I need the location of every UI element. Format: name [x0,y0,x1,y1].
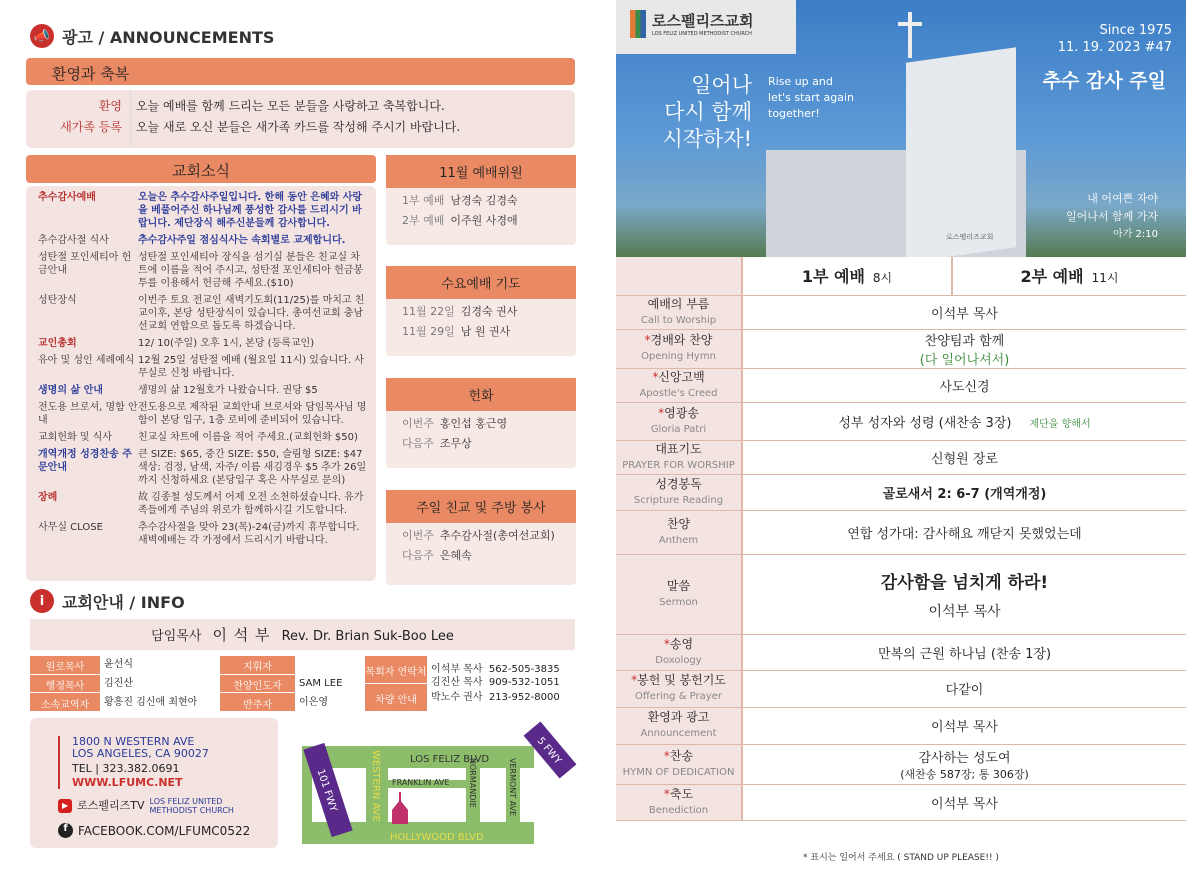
standing-star: * [663,748,670,763]
staff-name: 박노수 권사 213-952-8000 [431,692,560,703]
standing-star: * [658,405,665,420]
order-item-en: Anthem [658,534,699,546]
order-item-main: 이석부 목사 [931,796,998,812]
staff-name: SAM LEE [299,678,343,689]
news-text: 오늘은 추수감사주일입니다. 한해 동안 은혜와 사랑을 베풀어주신 하나님께 풍성한 감사를 드리시기 바랍니다. 제단장식 해주신분들께 감사합니다. [138,192,363,229]
side-box-value: 남경숙 김경숙 [450,194,518,207]
news-item [38,401,368,427]
contact-card [30,718,278,848]
order-item-value [742,554,1186,634]
slogan-line1: 일어나 [691,73,752,97]
location-map [298,718,578,850]
church-tower [906,47,1016,257]
info-title: 교회안내 / INFO [62,592,185,612]
side-box-line [386,188,576,208]
order-item-kr: 찬송 [669,748,694,763]
worship-order-table [616,257,1186,821]
side-box-line [386,523,576,543]
order-item-value [742,474,1186,510]
news-item [38,234,368,247]
side-box-value: 조무상 [439,437,472,450]
staff-role: 찬양인도자 [220,675,295,693]
verse-line1: 내 어여쁜 자야 [1087,192,1158,205]
building-sign: 로스펠리즈교회 [946,233,994,241]
address-line2: LOS ANGELES, CA 90027 [72,747,209,760]
news-text: 12/ 10(주일) 오후 1시, 본당 (등록교인) [138,338,315,349]
order-item-main: 찬양팀과 함께 [924,333,1005,349]
side-box-line [386,543,576,563]
blvd1-label: LOS FELIZ BLVD [410,754,490,765]
order-item-main: 성부 성자와 성령 (새찬송 3장) [838,415,1012,431]
normandie-label: NORMANDIE [468,758,477,808]
side-box-key: 11월 29일 [402,325,455,338]
staff-role: 차량 안내 [365,684,427,711]
order-item-kr: 축도 [669,786,694,801]
order-item-kr: 신앙고백 [658,369,705,384]
vermont-label: VERMONT AVE [508,758,517,817]
website-link[interactable]: WWW.LFUMC.NET [72,776,183,789]
news-text: 친교실 차트에 이름을 적어 주세요.(교회헌화 $50) [138,432,358,443]
side-box-key: 다음주 [402,437,434,450]
announcements-header [30,24,274,48]
order-item-value [742,368,1186,402]
side-box-line [386,431,576,451]
bulletin-date: 11. 19. 2023 #47 [1057,40,1172,55]
order-item-main: 이석부 목사 [931,306,998,322]
slogan-en2: let's start again [768,91,854,104]
side-box-key: 이번주 [402,417,434,430]
franklin-label: FRANKLIN AVE [392,778,450,787]
order-item-main: 만복의 근원 하나님 (찬송 1장) [877,646,1052,662]
news-item [38,384,368,397]
side-box-title: 헌화 [386,378,576,411]
side-box-value: 홍인섭 홍근영 [439,417,508,430]
side-box [386,378,576,468]
order-item-kr: 예배의 부름 [647,296,710,311]
side-box-key: 11월 22일 [402,305,455,318]
side-box-title: 수요예배 기도 [386,266,576,299]
news-label: 유아 및 성인 세례예식 [38,355,135,366]
side-box-key: 2부 예배 [402,214,445,227]
order-item-note: 제단을 향해서 [1029,418,1091,430]
order-item-en: Apostle's Creed [639,387,718,399]
sunday-theme: 추수 감사 주일 [1042,70,1166,92]
staff-role: 지휘자 [220,656,295,674]
order-item-en: Benediction [648,804,709,816]
order-item-en: PRAYER FOR WORSHIP [622,459,735,471]
yt-sub1: LOS FELIZ UNITED [149,797,223,806]
order-item-value [742,670,1186,707]
order-item-kr: 대표기도 [655,441,702,456]
news-text: 故 김종철 성도께서 어제 오전 소천하셨습니다. 유가족들에게 주님의 위로가 함께하시길 기도합니다. [138,492,364,516]
announcements-title: 광고 / ANNOUNCEMENTS [62,27,275,47]
news-item [38,491,368,517]
order-item-kr: 봉헌 및 봉헌기도 [637,673,726,687]
side-box-title: 11월 예배위원 [386,155,576,188]
news-label: 생명의 삶 안내 [38,385,103,396]
order-item-kr: 환영과 광고 [647,710,710,724]
side-box-line [386,299,576,319]
verse-line2: 일어나서 함께 가자 [1065,210,1158,223]
news-text: 생명의 삶 12월호가 나왔습니다. 권당 $5 [138,385,318,396]
service-2-header [952,257,1186,295]
church-logo [616,0,796,54]
order-item-label [616,554,742,634]
standing-footnote: * 표시는 일어서 주세요 ( STAND UP PLEASE!! ) [803,853,999,863]
staff-role: 목회자 연락처 [365,656,427,683]
verse-ref: 아가 2:10 [1113,229,1158,240]
staff-name: 황흥진 김신애 최현아 [104,696,198,708]
standing-star: * [663,786,670,801]
side-box-line [386,411,576,431]
news-item [38,191,368,230]
staff-name: 이은영 [299,696,328,708]
western-label: WESTERN AVE [370,750,381,822]
slogan-en3: together! [768,107,820,120]
welcome-bar: 환영과 축복 [26,58,575,85]
order-item-en: Doxology [655,654,702,666]
order-item-en: Sermon [659,596,698,608]
service-1-name: 1부 예배 [801,267,865,287]
order-item-kr: 찬양 [666,516,691,531]
news-text: 큰 SIZE: $65, 중간 SIZE: $50, 슬림형 SIZE: $47 색상: 검정, 남색, 자주/ 이름 새김경우 $5 추가 26일까지 신청하세요 (본당입구 혹은 사무실로 문의) [138,449,367,486]
order-item-value [742,744,1186,784]
cross-icon [908,12,912,58]
welcome-text: 오늘 예배를 함께 드리는 모든 분들을 사랑하고 축복합니다. [136,99,445,113]
church-marker-icon [392,792,408,824]
facebook-icon: f [58,823,73,838]
order-item-main: 신형원 장로 [931,451,998,467]
order-item-label [616,634,742,670]
order-item-value [742,402,1186,440]
standing-star: * [631,673,638,687]
table-corner [616,257,742,295]
staff-table [30,656,575,712]
order-item-label [616,402,742,440]
order-item-kr: 송영 [669,636,694,651]
youtube-name[interactable]: 로스펠리즈TV [77,799,145,812]
side-box-value: 이주원 사경애 [450,214,518,227]
order-item-en: Scripture Reading [633,494,724,506]
news-text: 추수감사주일 점심식사는 속회별로 교제합니다. [138,235,346,246]
order-item-main: 감사하는 성도여 [918,750,1011,766]
fwy-101-label: 101 FWY [314,767,339,814]
side-box-title: 주일 친교 및 주방 봉사 [386,490,576,523]
order-item-value [742,510,1186,554]
side-box-value: 남 원 권사 [460,325,511,338]
order-item-label [616,368,742,402]
order-item-en: Offering & Prayer [635,691,722,702]
pastor-en: Rev. Dr. Brian Suk-Boo Lee [281,629,454,644]
order-item-main: 사도신경 [939,379,990,395]
news-item [38,448,368,487]
side-box-line [386,319,576,339]
service-1-time: 8시 [872,271,893,286]
fwy-5-label: 5 FWY [534,735,564,767]
staff-role: 반주자 [220,693,295,711]
order-item-kr: 말씀 [666,578,691,593]
news-label: 교회헌화 및 식사 [38,432,112,443]
side-box [386,490,576,585]
standing-star: * [663,636,670,651]
pastor-kr: 이 석 부 [212,626,271,644]
staff-role: 행정목사 [30,675,100,693]
info-icon: i [30,589,54,613]
news-label: 성탄절 포인세티아 헌금안내 [38,252,132,276]
standing-star: * [652,369,659,384]
info-header [30,589,185,613]
newfamily-label: 새가족 등록 [60,120,122,134]
welcome-box [26,90,575,148]
order-item-label [616,474,742,510]
side-box-key: 1부 예배 [402,194,445,207]
blvd2-label: HOLLYWOOD BLVD [390,832,484,843]
news-label: 교인총회 [38,338,77,349]
order-item-main: 연합 성가대: 감사해요 깨닫지 못했었는데 [847,526,1082,542]
order-item-en: Announcement [640,728,717,739]
order-item-value [742,329,1186,368]
order-item-en: HYMN OF DEDICATION [622,766,735,778]
order-item-value [742,634,1186,670]
cover-photo [616,0,1186,257]
phone: TEL | 323.382.0691 [72,762,180,775]
news-item [38,354,368,380]
service-2-time: 11시 [1091,271,1119,286]
staff-name: 이석부 목사 562-505-3835 김진산 목사 909-532-1051 [431,664,560,688]
news-label: 개역개정 성경찬송 주문안내 [38,449,132,473]
newfamily-text: 오늘 새로 오신 분들은 새가족 카드를 작성해 주시기 바랍니다. [136,120,461,134]
news-text: 성탄절 포인세티아 장식을 섬기실 분들은 친교실 차트에 이름을 적어 주시고, 성탄절 포인세티아 헌금봉투를 이용해서 헌금해 주세요.($10) [138,252,364,289]
service-2-name: 2부 예배 [1020,267,1084,287]
facebook-link[interactable]: FACEBOOK.COM/LFUMC0522 [78,823,251,838]
service-1-header [742,257,952,295]
news-text: 추수감사절을 맞아 23(목)-24(금)까지 휴무합니다. 새벽예배는 각 가정에서 드리시기 바랍니다. [138,522,360,546]
news-label: 전도용 브로셔, 명함 안내 [38,402,138,426]
order-item-label [616,707,742,744]
order-item-label [616,744,742,784]
news-text: 이번주 토요 전교인 새벽기도회(11/25)를 마치고 친교이후, 본당 성탄장식이 있습니다. 총여선교회 충남선교회 연합으로 돕도록 하겠습니다. [138,295,365,332]
side-box-line [386,208,576,228]
staff-name: 윤선식 [104,659,133,671]
order-item-kr: 경배와 찬양 [650,333,713,347]
order-item-label [616,784,742,820]
side-box [386,266,576,356]
youtube-icon: ▶ [58,799,72,813]
slogan-en1: Rise up and [768,75,833,88]
order-item-label [616,670,742,707]
news-item [38,251,368,290]
order-item-sub: (다 일어나셔서) [919,352,1010,368]
order-item-label [616,440,742,474]
news-label: 추수감사예배 [38,192,96,203]
address-line1: 1800 N WESTERN AVE [72,735,195,748]
side-box [386,155,576,245]
logo-en: LOS FELIZ UNITED METHODIST CHURCH [652,31,752,37]
logo-mark-icon [630,10,646,38]
news-text: 12월 25일 성탄절 예배 (월요일 11시) 있습니다. 사무실로 신청 바랍니다. [138,355,364,379]
news-label: 추수감사절 식사 [38,235,109,246]
order-item-label [616,510,742,554]
news-list [26,186,376,581]
order-item-value [742,295,1186,329]
order-item-en: Opening Hymn [641,351,716,362]
staff-name: 김진산 [104,678,133,689]
side-box-value: 은혜속 [439,549,472,562]
news-label: 사무실 CLOSE [38,522,103,533]
news-label: 성탄장식 [38,295,77,306]
news-item [38,294,368,333]
news-label: 장례 [38,492,58,503]
order-item-sub: (새찬송 587장; 통 306장) [900,767,1029,781]
welcome-label: 환영 [98,99,122,113]
order-item-en: Call to Worship [640,314,717,326]
order-item-sub: 이석부 목사 [928,603,1001,620]
side-box-value: 추수감사절(총여선교회) [439,529,555,542]
order-item-main: 다같이 [945,683,984,698]
news-item [38,337,368,350]
order-item-kr: 성경봉독 [655,476,702,491]
order-item-label [616,295,742,329]
staff-role: 소속교역자 [30,693,100,711]
order-item-value [742,440,1186,474]
news-text: 전도용으로 제작된 교회안내 브로셔와 담임목사님 명함이 본당 입구, 1층 로비에 준비되어 있습니다. [138,402,367,426]
order-item-value [742,707,1186,744]
slogan-line2: 다시 함께 [664,100,752,124]
order-item-label [616,329,742,368]
order-item-en: Gloria Patri [650,423,707,435]
staff-role: 원로목사 [30,656,100,674]
order-item-main: 감사함을 넘치게 하라! [880,572,1049,593]
pastor-label: 담임목사 [151,629,202,644]
order-item-main: 이석부 목사 [931,720,998,735]
side-box-key: 다음주 [402,549,434,562]
news-item [38,431,368,444]
order-item-main: 골로새서 2: 6-7 (개역개정) [882,486,1047,502]
yt-sub2: METHODIST CHURCH [149,806,234,815]
side-box-value: 김경숙 권사 [460,305,518,318]
pastor-bar [30,619,575,650]
news-bar: 교회소식 [26,155,376,183]
order-item-value [742,784,1186,820]
since: Since 1975 [1099,23,1172,38]
standing-star: * [644,333,651,347]
logo-kr: 로스펠리즈교회 [652,12,754,30]
side-box-key: 이번주 [402,529,434,542]
megaphone-icon: 📣 [30,24,54,48]
slogan-line3: 시작하자! [662,127,752,151]
order-item-kr: 영광송 [664,405,699,420]
news-item [38,521,368,547]
